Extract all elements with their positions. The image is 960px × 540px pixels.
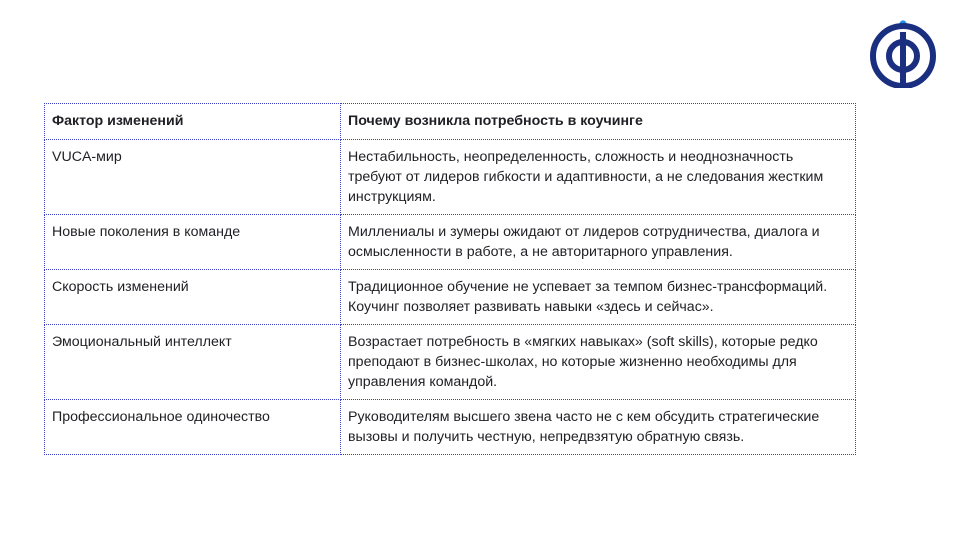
table-row bbox=[45, 325, 856, 400]
table-row bbox=[45, 400, 856, 455]
reason-cell: Руководителям высшего звена часто не с кем обсудить стратегические вызовы и получить честную, непредвзятую обратную связь. bbox=[341, 400, 856, 455]
reason-cell: Нестабильность, неопределенность, сложность и неоднозначность требуют от лидеров гибкости и адаптивности, а не следования жестким инструкциям. bbox=[341, 140, 856, 215]
header-factor: Фактор изменений bbox=[45, 104, 341, 140]
phi-circle-logo-icon bbox=[866, 18, 940, 88]
table-header-row bbox=[45, 104, 856, 140]
factor-cell: Эмоциональный интеллект bbox=[45, 325, 341, 400]
table-row bbox=[45, 215, 856, 270]
factor-cell: Новые поколения в команде bbox=[45, 215, 341, 270]
reason-cell: Миллениалы и зумеры ожидают от лидеров сотрудничества, диалога и осмысленности в работе, а не авторитарного управления. bbox=[341, 215, 856, 270]
table-row bbox=[45, 270, 856, 325]
reason-cell: Возрастает потребность в «мягких навыках» (soft skills), которые редко преподают в бизнес-школах, но которые жизненно необходимы для управления командой. bbox=[341, 325, 856, 400]
factor-cell: Скорость изменений bbox=[45, 270, 341, 325]
reason-cell: Традиционное обучение не успевает за темпом бизнес-трансформаций. Коучинг позволяет развивать навыки «здесь и сейчас». bbox=[341, 270, 856, 325]
logo-stem bbox=[900, 32, 906, 86]
table-row bbox=[45, 140, 856, 215]
factor-cell: VUCA-мир bbox=[45, 140, 341, 215]
factors-table bbox=[44, 103, 856, 455]
header-reason: Почему возникла потребность в коучинге bbox=[341, 104, 856, 140]
factor-cell: Профессиональное одиночество bbox=[45, 400, 341, 455]
